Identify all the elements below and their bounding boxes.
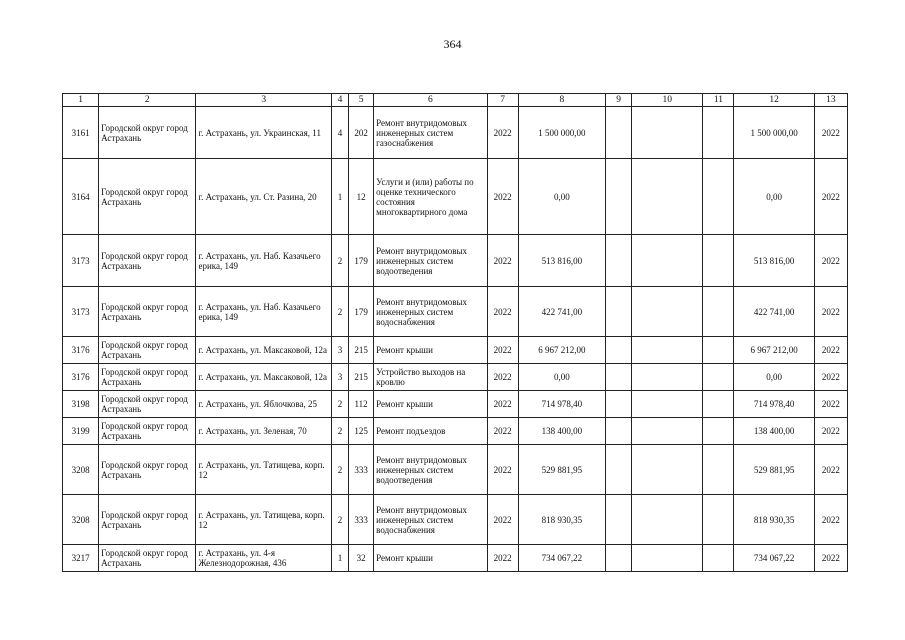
municipality-cell: Городской округ город Астрахань [99,495,196,545]
column-5-cell: 179 [349,287,374,337]
year-cell: 2022 [487,545,518,572]
column-9-cell [606,545,632,572]
table-row [63,418,848,445]
column-11-cell [703,364,734,391]
municipality-cell: Городской округ город Астрахань [99,445,196,495]
column-5-cell: 333 [349,495,374,545]
column-header-1: 1 [63,94,99,107]
municipality-cell: Городской округ город Астрахань [99,364,196,391]
total-cost-cell: 714 978,40 [518,391,605,418]
address-cell: г. Астрахань, ул. Ст. Разина, 20 [196,159,332,235]
column-10-cell [632,107,703,159]
column-10-cell [632,545,703,572]
total-cost-cell: 0,00 [518,364,605,391]
work-type-cell: Ремонт крыши [374,391,487,418]
address-cell: г. Астрахань, ул. Яблочкова, 25 [196,391,332,418]
work-type-cell: Ремонт крыши [374,337,487,364]
table-row [63,545,848,572]
municipality-cell: Городской округ город Астрахань [99,235,196,287]
column-header-12: 12 [734,94,814,107]
year-cell: 2022 [487,235,518,287]
column-9-cell [606,159,632,235]
column-4-cell: 2 [332,495,349,545]
table-row [63,287,848,337]
year-cell: 2022 [487,287,518,337]
row-number-cell: 3173 [63,235,99,287]
year-cell: 2022 [487,337,518,364]
column-4-cell: 2 [332,445,349,495]
column-4-cell: 3 [332,337,349,364]
column-header-5: 5 [349,94,374,107]
row-number-cell: 3198 [63,391,99,418]
column-10-cell [632,364,703,391]
column-10-cell [632,287,703,337]
column-12-cell: 529 881,95 [734,445,814,495]
column-13-cell: 2022 [814,418,847,445]
work-type-cell: Ремонт крыши [374,545,487,572]
column-13-cell: 2022 [814,495,847,545]
work-type-cell: Ремонт внутридомовых инженерных систем водоотведения [374,235,487,287]
column-13-cell: 2022 [814,545,847,572]
column-11-cell [703,391,734,418]
column-5-cell: 202 [349,107,374,159]
column-12-cell: 0,00 [734,364,814,391]
address-cell: г. Астрахань, ул. Максаковой, 12а [196,364,332,391]
total-cost-cell: 6 967 212,00 [518,337,605,364]
column-12-cell: 1 500 000,00 [734,107,814,159]
column-4-cell: 2 [332,418,349,445]
table-row [63,391,848,418]
column-9-cell [606,445,632,495]
address-cell: г. Астрахань, ул. Наб. Казачьего ерика, 149 [196,235,332,287]
column-11-cell [703,418,734,445]
column-11-cell [703,337,734,364]
column-4-cell: 1 [332,159,349,235]
column-5-cell: 333 [349,445,374,495]
municipality-cell: Городской округ город Астрахань [99,159,196,235]
municipality-cell: Городской округ город Астрахань [99,337,196,364]
row-number-cell: 3161 [63,107,99,159]
work-type-cell: Ремонт внутридомовых инженерных систем водоотведения [374,445,487,495]
row-number-cell: 3164 [63,159,99,235]
year-cell: 2022 [487,159,518,235]
column-13-cell: 2022 [814,391,847,418]
year-cell: 2022 [487,364,518,391]
column-5-cell: 12 [349,159,374,235]
table-row [63,445,848,495]
column-13-cell: 2022 [814,445,847,495]
column-12-cell: 734 067,22 [734,545,814,572]
column-9-cell [606,235,632,287]
row-number-cell: 3199 [63,418,99,445]
address-cell: г. Астрахань, ул. Украинская, 11 [196,107,332,159]
column-5-cell: 32 [349,545,374,572]
year-cell: 2022 [487,391,518,418]
row-number-cell: 3208 [63,445,99,495]
column-13-cell: 2022 [814,159,847,235]
total-cost-cell: 1 500 000,00 [518,107,605,159]
column-10-cell [632,235,703,287]
column-12-cell: 513 816,00 [734,235,814,287]
column-4-cell: 2 [332,235,349,287]
municipality-cell: Городской округ город Астрахань [99,107,196,159]
column-13-cell: 2022 [814,364,847,391]
column-13-cell: 2022 [814,287,847,337]
work-type-cell: Ремонт подъездов [374,418,487,445]
work-type-cell: Услуги и (или) работы по оценке технического состояния многоквартирного дома [374,159,487,235]
column-11-cell [703,159,734,235]
municipality-cell: Городской округ город Астрахань [99,391,196,418]
address-cell: г. Астрахань, ул. 4-я Железнодорожная, 436 [196,545,332,572]
total-cost-cell: 422 741,00 [518,287,605,337]
column-5-cell: 112 [349,391,374,418]
total-cost-cell: 818 930,35 [518,495,605,545]
work-type-cell: Ремонт внутридомовых инженерных систем водоснабжения [374,287,487,337]
column-header-11: 11 [703,94,734,107]
municipality-cell: Городской округ город Астрахань [99,418,196,445]
municipality-cell: Городской округ город Астрахань [99,287,196,337]
column-4-cell: 1 [332,545,349,572]
column-9-cell [606,495,632,545]
column-9-cell [606,364,632,391]
work-type-cell: Устройство выходов на кровлю [374,364,487,391]
column-12-cell: 0,00 [734,159,814,235]
row-number-cell: 3208 [63,495,99,545]
table-row [63,495,848,545]
year-cell: 2022 [487,445,518,495]
column-12-cell: 714 978,40 [734,391,814,418]
column-13-cell: 2022 [814,235,847,287]
column-header-6: 6 [374,94,487,107]
column-header-4: 4 [332,94,349,107]
column-12-cell: 422 741,00 [734,287,814,337]
table-row [63,364,848,391]
column-13-cell: 2022 [814,337,847,364]
table-row [63,159,848,235]
year-cell: 2022 [487,418,518,445]
column-5-cell: 215 [349,364,374,391]
column-4-cell: 3 [332,364,349,391]
column-11-cell [703,235,734,287]
total-cost-cell: 513 816,00 [518,235,605,287]
column-10-cell [632,445,703,495]
column-9-cell [606,337,632,364]
row-number-cell: 3173 [63,287,99,337]
table-row [63,235,848,287]
total-cost-cell: 138 400,00 [518,418,605,445]
column-header-10: 10 [632,94,703,107]
column-5-cell: 215 [349,337,374,364]
capital-repair-table [62,93,848,572]
column-11-cell [703,107,734,159]
address-cell: г. Астрахань, ул. Зеленая, 70 [196,418,332,445]
row-number-cell: 3176 [63,364,99,391]
column-10-cell [632,495,703,545]
row-number-cell: 3176 [63,337,99,364]
column-11-cell [703,445,734,495]
municipality-cell: Городской округ город Астрахань [99,545,196,572]
column-5-cell: 125 [349,418,374,445]
year-cell: 2022 [487,107,518,159]
column-11-cell [703,495,734,545]
work-type-cell: Ремонт внутридомовых инженерных систем водоснабжения [374,495,487,545]
page-number: 364 [443,37,462,51]
column-13-cell: 2022 [814,107,847,159]
year-cell: 2022 [487,495,518,545]
column-4-cell: 2 [332,391,349,418]
column-header-8: 8 [518,94,605,107]
column-10-cell [632,418,703,445]
column-4-cell: 4 [332,107,349,159]
column-4-cell: 2 [332,287,349,337]
column-5-cell: 179 [349,235,374,287]
column-header-3: 3 [196,94,332,107]
table-row [63,107,848,159]
total-cost-cell: 529 881,95 [518,445,605,495]
column-12-cell: 818 930,35 [734,495,814,545]
column-9-cell [606,391,632,418]
column-10-cell [632,159,703,235]
column-11-cell [703,287,734,337]
table-row [63,337,848,364]
table-body [63,107,848,572]
column-header-9: 9 [606,94,632,107]
column-10-cell [632,391,703,418]
address-cell: г. Астрахань, ул. Татищева, корп. 12 [196,495,332,545]
column-header-13: 13 [814,94,847,107]
row-number-cell: 3217 [63,545,99,572]
column-9-cell [606,287,632,337]
column-11-cell [703,545,734,572]
column-9-cell [606,418,632,445]
table-header-row [63,94,848,107]
address-cell: г. Астрахань, ул. Наб. Казачьего ерика, 149 [196,287,332,337]
total-cost-cell: 734 067,22 [518,545,605,572]
column-header-7: 7 [487,94,518,107]
column-10-cell [632,337,703,364]
address-cell: г. Астрахань, ул. Максаковой, 12а [196,337,332,364]
work-type-cell: Ремонт внутридомовых инженерных систем газоснабжения [374,107,487,159]
column-9-cell [606,107,632,159]
column-12-cell: 138 400,00 [734,418,814,445]
total-cost-cell: 0,00 [518,159,605,235]
address-cell: г. Астрахань, ул. Татищева, корп. 12 [196,445,332,495]
column-12-cell: 6 967 212,00 [734,337,814,364]
column-header-2: 2 [99,94,196,107]
